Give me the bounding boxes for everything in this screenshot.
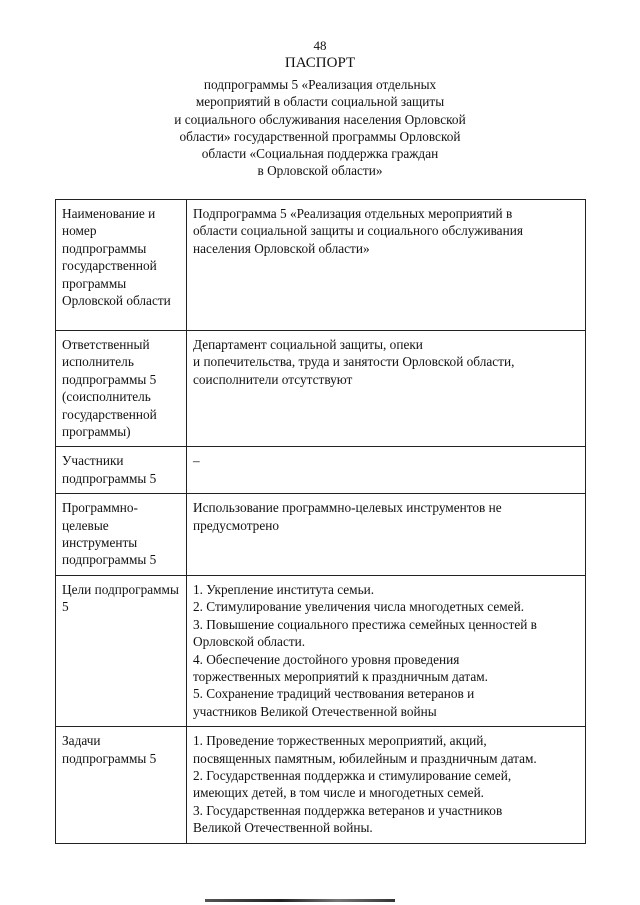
value-line: соисполнители отсутствуют <box>193 371 353 387</box>
scan-edge-mark <box>205 899 395 902</box>
row-label: Программно-целевые инструменты подпрограммы 5 <box>56 494 187 576</box>
subtitle-line: области» государственной программы Орловской <box>179 128 461 144</box>
row-label: Участники подпрограммы 5 <box>56 447 187 494</box>
value-line: Орловской области. <box>193 634 306 650</box>
row-value <box>187 494 586 576</box>
value-line: 1. Укрепление института семьи. <box>193 581 375 597</box>
table-row <box>56 575 586 726</box>
value-line: имеющих детей, в том числе и многодетных семей. <box>193 785 485 801</box>
row-value <box>187 727 586 843</box>
value-line: Подпрограмма 5 «Реализация отдельных мероприятий в <box>193 206 513 221</box>
table-row <box>56 200 586 331</box>
subtitle-line: мероприятий в области социальной защиты <box>195 94 445 110</box>
value-line: Департамент социальной защиты, опеки <box>193 337 423 352</box>
value-line: 3. Повышение социального престижа семейных ценностей в <box>193 616 537 632</box>
row-label: Наименование и номер подпрограммы государственной программы Орловской области <box>56 200 187 331</box>
table-row <box>56 447 586 494</box>
row-value <box>187 575 586 726</box>
subtitle-line: области «Социальная поддержка граждан <box>201 146 439 162</box>
value-line: Использование программно-целевых инструментов не <box>193 500 502 516</box>
value-line: 2. Стимулирование увеличения числа многодетных семей. <box>193 599 525 615</box>
value-line: торжественных мероприятий к праздничным датам. <box>193 668 488 684</box>
document-title: ПАСПОРТ <box>284 55 356 71</box>
value-line: – <box>193 453 200 469</box>
table-row <box>56 331 586 447</box>
value-line: области социальной защиты и социального обслуживания <box>193 223 523 239</box>
row-value <box>187 447 586 494</box>
value-line: предусмотрено <box>193 517 279 533</box>
row-value <box>187 331 586 447</box>
value-line: населения Орловской области» <box>193 240 370 256</box>
value-line: участников Великой Отечественной войны <box>193 703 437 719</box>
table-row <box>56 727 586 843</box>
value-line: и попечительства, труда и занятости Орловской области, <box>193 354 515 370</box>
value-line: 1. Проведение торжественных мероприятий, акций, <box>193 733 487 749</box>
value-line: Великой Отечественной войны. <box>193 820 373 836</box>
value-line: посвященных памятным, юбилейным и праздничным датам. <box>193 750 537 766</box>
row-label: Ответственный исполнитель подпрограммы 5 (соисполнитель государственной программы) <box>56 331 187 447</box>
value-line: 4. Обеспечение достойного уровня проведения <box>193 651 460 667</box>
row-label: Задачи подпрограммы 5 <box>56 727 187 843</box>
passport-table <box>55 199 586 844</box>
page-number: 48 <box>313 38 327 53</box>
value-line: 3. Государственная поддержка ветеранов и участников <box>193 802 503 818</box>
subtitle-line: в Орловской области» <box>257 163 383 179</box>
subtitle-line: и социального обслуживания населения Орловской <box>174 111 466 127</box>
subtitle-line: подпрограммы 5 «Реализация отдельных <box>203 77 437 92</box>
row-value <box>187 200 586 331</box>
document-subtitle <box>100 76 540 180</box>
value-line: 2. Государственная поддержка и стимулирование семей, <box>193 767 512 783</box>
value-line: 5. Сохранение традиций чествования ветеранов и <box>193 686 475 702</box>
row-label: Цели подпрограммы 5 <box>56 575 187 726</box>
table-row <box>56 494 586 576</box>
